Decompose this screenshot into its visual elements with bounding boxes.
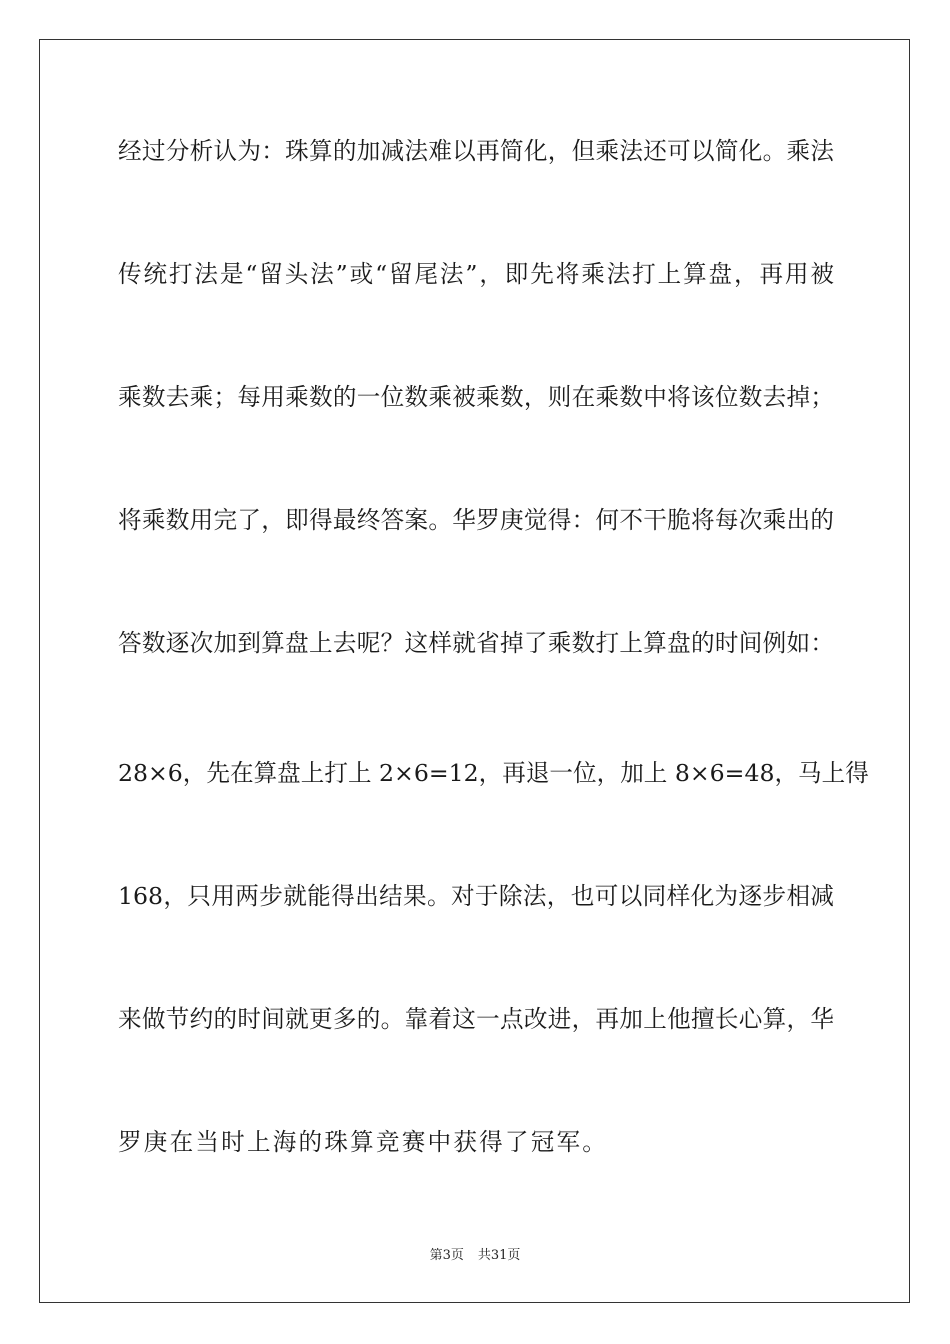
text-line-3: 乘数去乘；每用乘数的一位数乘被乘数，则在乘数中将该位数去掉；: [118, 383, 834, 411]
text-line-8: 来做节约的时间就更多的。靠着这一点改进，再加上他擅长心算，华: [118, 1005, 834, 1033]
text-line-6: 28×6，先在算盘上打上 2×6=12，再退一位，加上 8×6=48，马上得: [118, 759, 869, 787]
page-number: 第3页: [429, 1248, 464, 1263]
text-line-4: 将乘数用完了，即得最终答案。华罗庚觉得：何不干脆将每次乘出的: [118, 506, 834, 534]
text-line-5: 答数逐次加到算盘上去呢？这样就省掉了乘数打上算盘的时间例如：: [118, 629, 834, 657]
page-total: 共31页: [477, 1248, 521, 1263]
text-line-7: 168，只用两步就能得出结果。对于除法，也可以同样化为逐步相减: [118, 882, 834, 910]
text-line-1: 经过分析认为：珠算的加减法难以再简化，但乘法还可以简化。乘法: [118, 137, 834, 165]
text-line-2: 传统打法是“留头法”或“留尾法”，即先将乘法打上算盘，再用被: [118, 260, 834, 288]
text-line-9: 罗庚在当时上海的珠算竞赛中获得了冠军。: [118, 1128, 609, 1156]
page-border: [39, 39, 910, 1303]
page-footer: [0, 1247, 950, 1265]
